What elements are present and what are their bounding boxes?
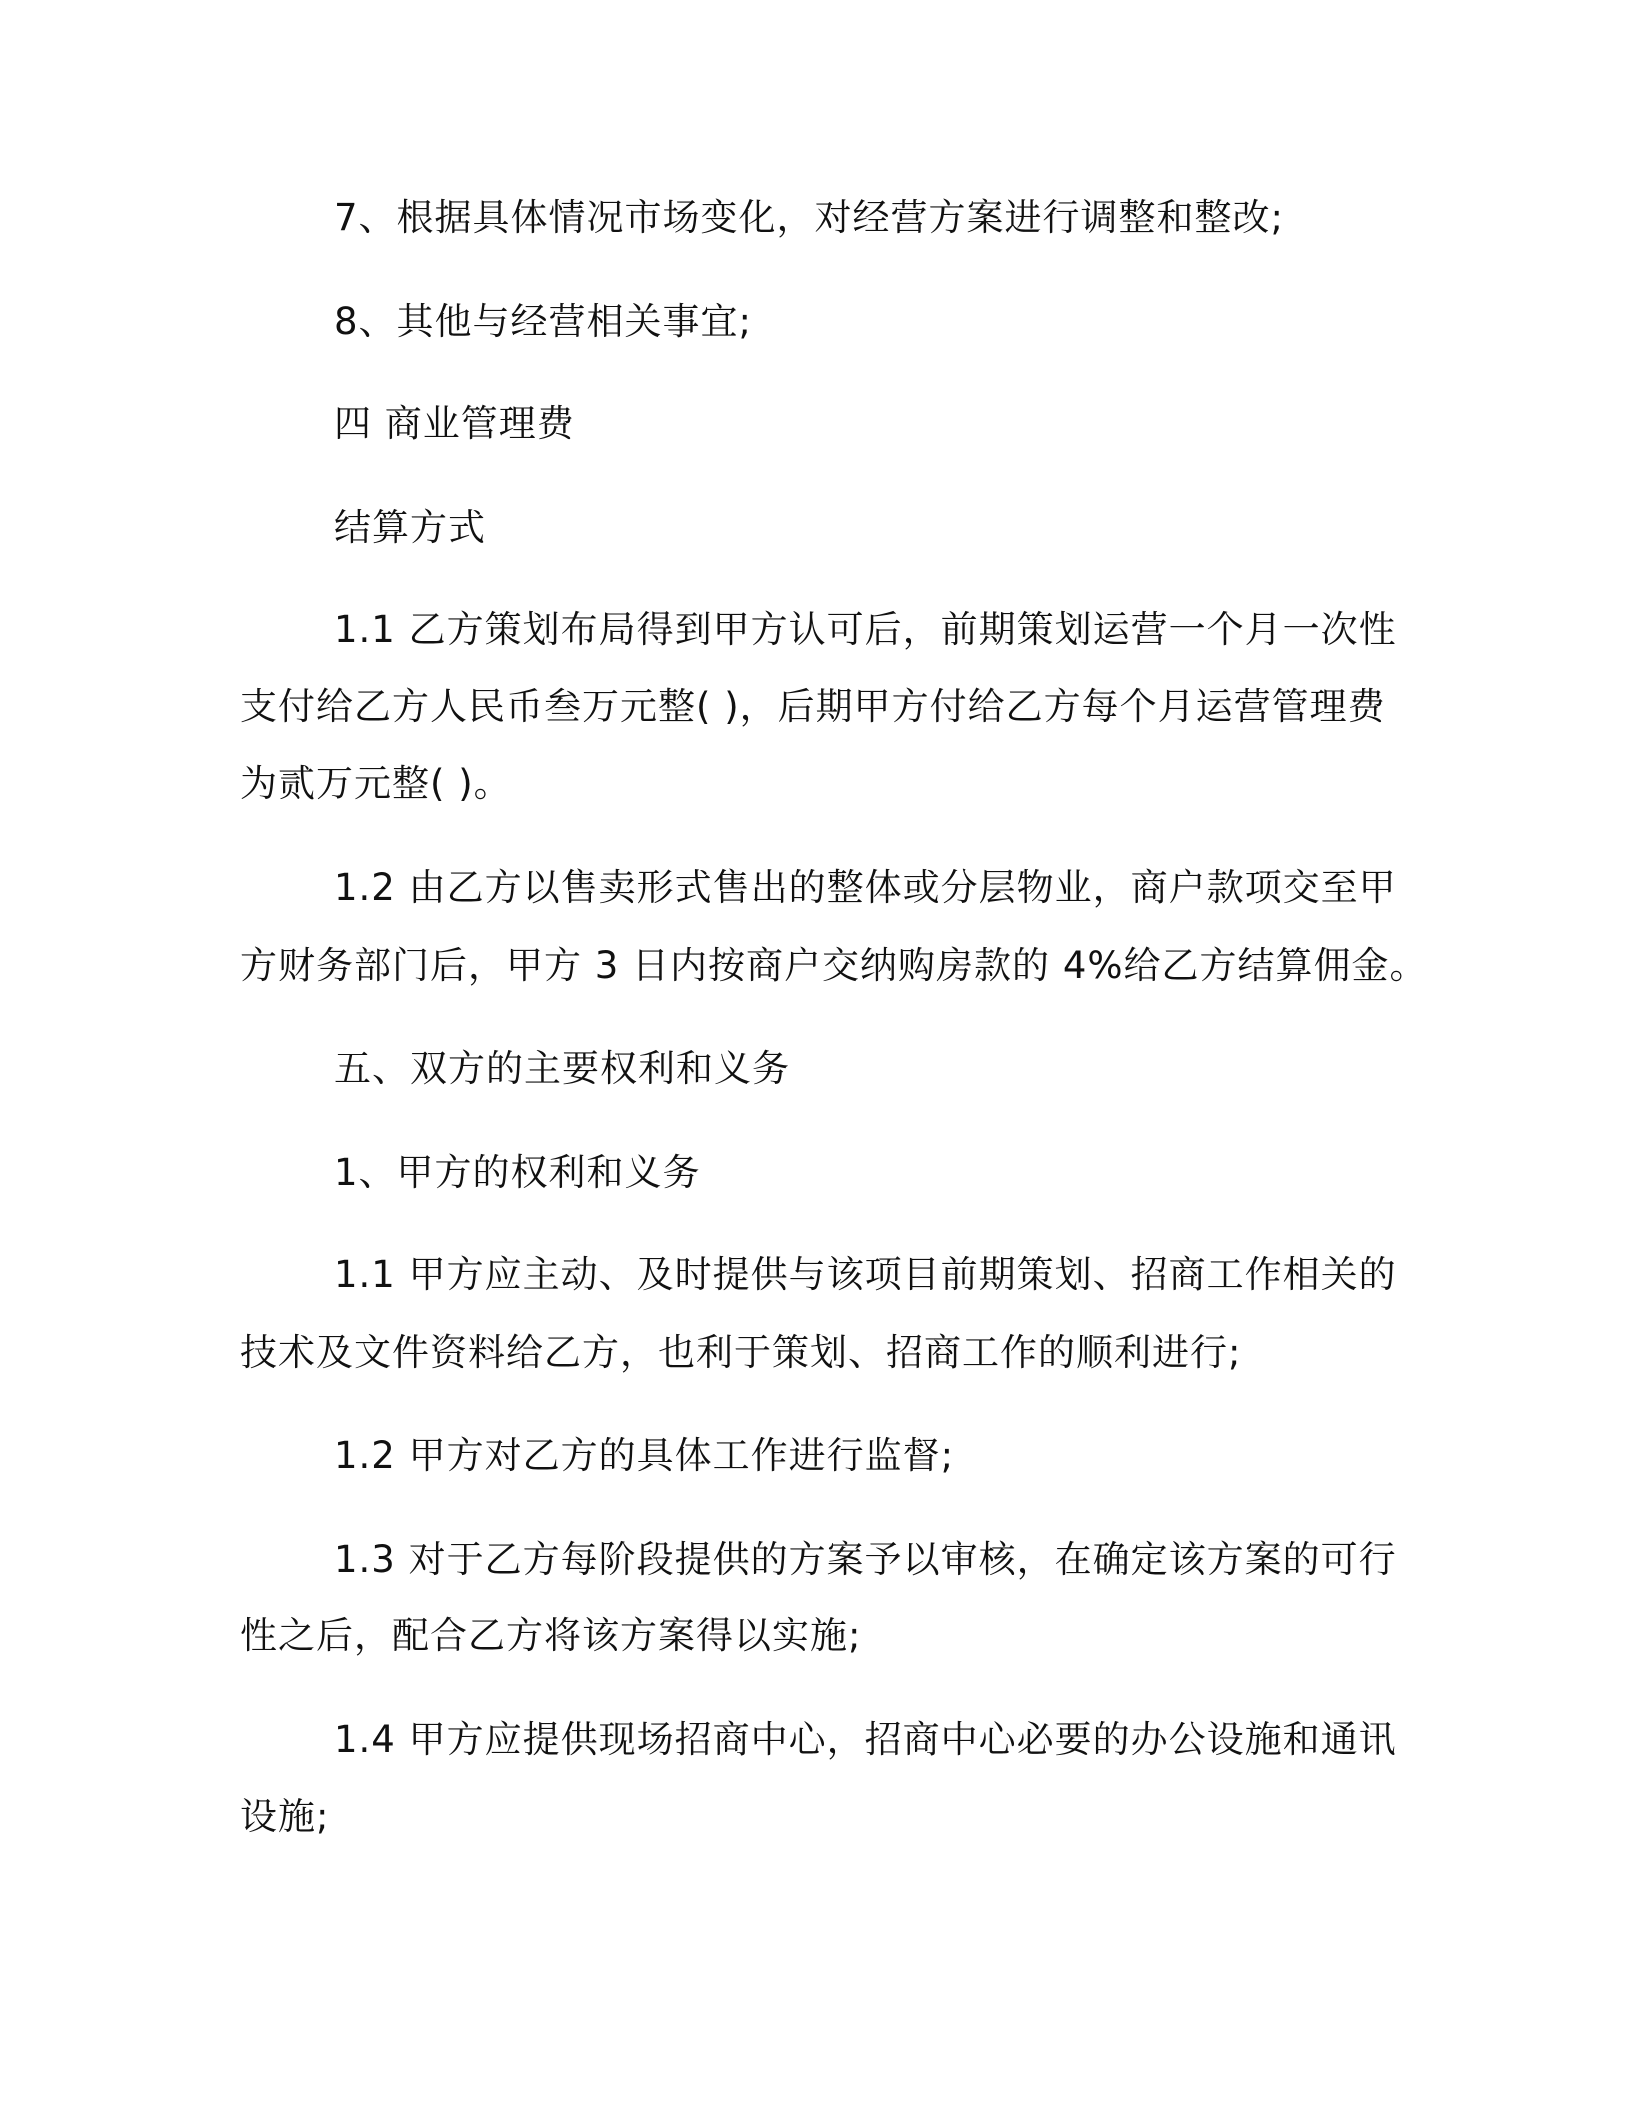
subheading-party-a: 1、甲方的权利和义务 (334, 1151, 701, 1194)
paragraph-1-1-line-2: 支付给乙方人民币叁万元整( )，后期甲方付给乙方每个月运营管理费 (240, 685, 1386, 728)
clause-1-1-line-2: 技术及文件资料给乙方，也利于策划、招商工作的顺利进行; (240, 1331, 1242, 1374)
subheading-settlement: 结算方式 (334, 506, 486, 549)
section-heading-4: 四 商业管理费 (334, 402, 575, 445)
item-8: 8、其他与经营相关事宜; (334, 300, 753, 343)
clause-1-4-line-2: 设施; (240, 1795, 330, 1838)
clause-1-3-line-1: 1.3 对于乙方每阶段提供的方案予以审核，在确定该方案的可行 (334, 1538, 1397, 1581)
section-heading-5: 五、双方的主要权利和义务 (334, 1047, 790, 1090)
paragraph-1-2-line-1: 1.2 由乙方以售卖形式售出的整体或分层物业，商户款项交至甲 (334, 866, 1397, 909)
clause-1-4-line-1: 1.4 甲方应提供现场招商中心，招商中心必要的办公设施和通讯 (334, 1718, 1397, 1761)
paragraph-1-1-line-1: 1.1 乙方策划布局得到甲方认可后，前期策划运营一个月一次性 (334, 608, 1397, 651)
clause-1-2: 1.2 甲方对乙方的具体工作进行监督; (334, 1434, 955, 1477)
paragraph-1-1-line-3: 为贰万元整( )。 (240, 762, 512, 805)
item-7: 7、根据具体情况市场变化，对经营方案进行调整和整改; (334, 196, 1285, 239)
clause-1-3-line-2: 性之后，配合乙方将该方案得以实施; (240, 1614, 862, 1657)
clause-1-1-line-1: 1.1 甲方应主动、及时提供与该项目前期策划、招商工作相关的 (334, 1253, 1397, 1296)
paragraph-1-2-line-2: 方财务部门后，甲方 3 日内按商户交纳购房款的 4%给乙方结算佣金。 (240, 944, 1428, 987)
